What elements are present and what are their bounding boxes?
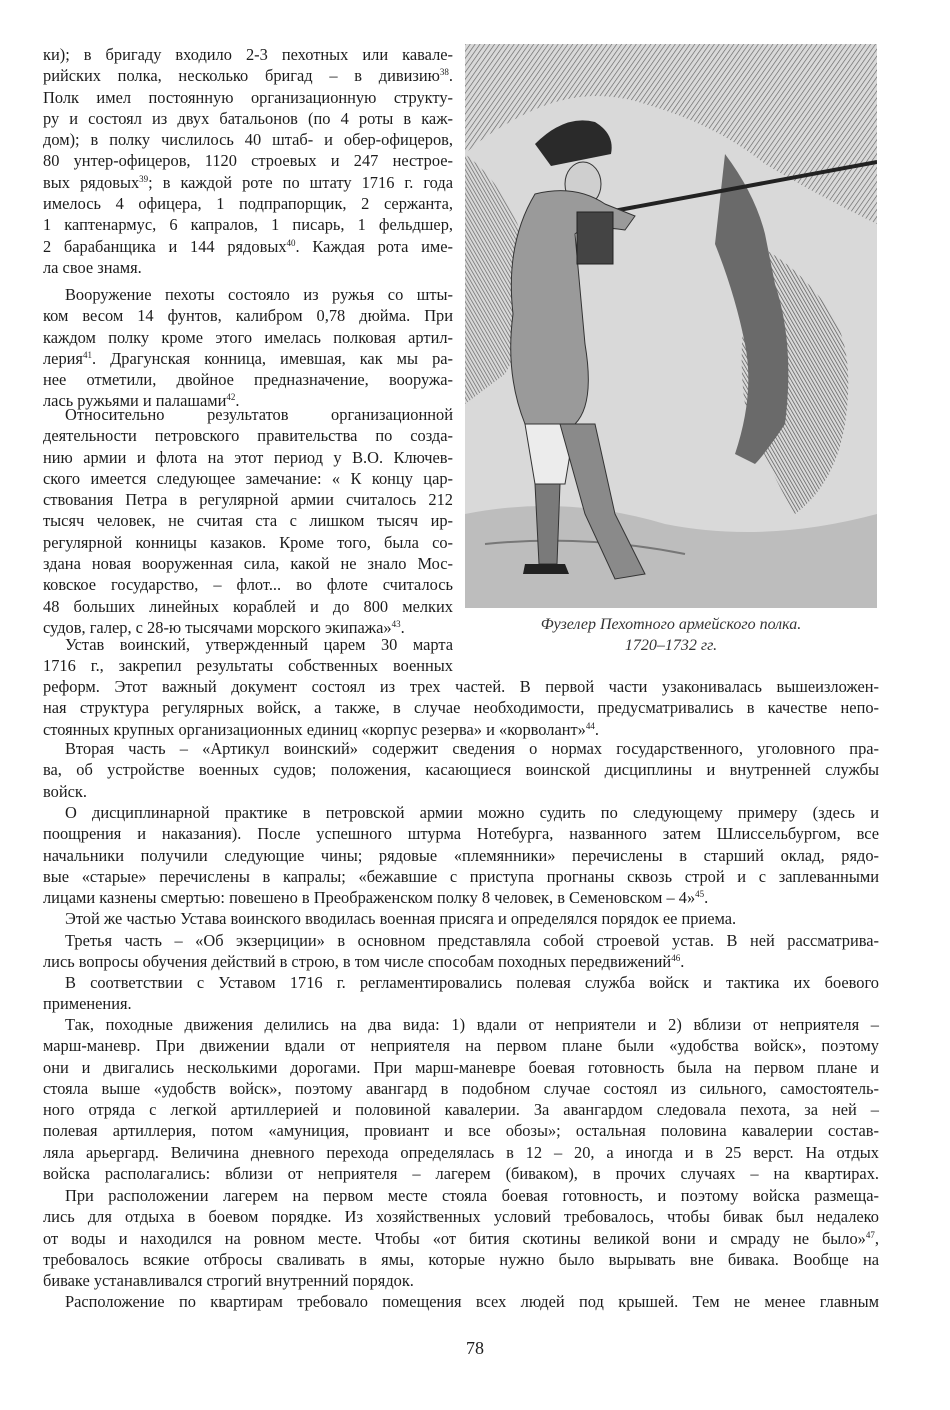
paragraph: Устав воинский, утвержденный царем 30 марта 1716 г., закрепил результаты собственных военных (43, 635, 453, 676)
footnote-ref: 43 (391, 618, 401, 629)
paragraph: Вооружение пехоты состояло из ружья со шты- ком весом 14 фунтов, калибром 0,78 дюйма. При каждом полку кроме этого имелась полковая артил- лерия$^{41}$. Драгунская конница, имевшая, как мы ра- нее отметили, двойное предназначение, вооружа- лась ружьями и палашами$^{42}$. (43, 285, 453, 411)
footnote-ref: 45 (695, 889, 705, 900)
paragraph: ки); в бригаду входило 2-3 пехотных или кавале- рийских полка, несколько бригад – в дивизию$^{38}$. Полк имел постоянную организационную структу- ру и состоял из двух батальонов (по 4 роты в каж- дом); в полку числилось 40 штаб- и обер-офицеров, 80 унтер-офицеров, 1120 строевых и 247 нестрое- вых рядовых$^{39}$; в каждой роте по штату 1716 г. года имелось 4 офицера, 1 подпрапорщик, 2 сержанта, 1 каптенармус, 6 капралов, 1 писарь, 1 фельдшер, 2 барабанщика и 144 рядовых$^{40}$. Каждая рота име- ла свое знамя. (43, 45, 454, 277)
footnote-ref: 38 (439, 67, 449, 78)
fusilier-engraving-icon (465, 44, 877, 608)
footnote-ref: 40 (286, 237, 296, 248)
paragraph: реформ. Этот важный документ состоял из трех частей. В первой части узаконивалась вышеизложен- ная структура регулярных войск, а также, в случае необходимости, предусматривались в качестве непо- стоянных крупных организационных единиц «корпус резерва» и «корволант»$^{44}$. (43, 677, 879, 739)
paragraph: Этой же частью Устава воинского вводилась военная присяга и определялся порядок ее приема. (65, 909, 737, 928)
footnote-ref: 44 (585, 720, 595, 731)
paragraph: О дисциплинарной практике в петровской армии можно судить по следующему примеру (здесь и поощрения и наказания). После успешного штурма Нотебурга, названного затем Шлиссельбургом, все начальники получили следующие чины; рядовые «племянники» перечислены в старший оклад, рядо- вые «старые» перечислены в капралы; «бежавшие с приступа прогнаны сквозь строй и с заплеванными лицами казнены смертью: повешено в Преображенском полку 8 человек, в Семеновском – 4»$^{45}$. (43, 803, 879, 908)
paragraph: При расположении лагерем на первом месте стояла боевая готовность, и поэтому войска размеща- лись для отдыха в боевом порядке. Из хозяйственных условий требовалось, чтобы бивак был недалеко от воды и находился на ровном месте. Чтобы «от бития скотины великой вони и смраду не было»$^{47}$, требовалось всякие отбросы сваливать в ямы, которые нужно было вырывать вне бивака. Вообще на биваке устанавливался строгий внутренний порядок. (43, 1186, 879, 1291)
paragraph: Так, походные движения делились на два вида: 1) вдали от неприятели и 2) вблизи от неприятеля – марш-маневр. При движении вдали от неприятеля на первом плане были «удобства войск», поэтому они и двигались несколькими дорогами. При марш-маневре боевая готовность была на первом плане и стояла выше «удобств войск», поэтому авангард в подобном случае состоял из сильного, самостоятель- ного отряда с легкой артиллерией и половиной кавалерии. За авангардом следовала пехота, за ней – полевая артиллерия, потом «амуниция, провиант и все обозы»; остальная половина кавалерии состав- ляла арьергард. Величина дневного перехода определялась в 12 – 20, а иногда и в 25 верст. На отдых войска располагались: вблизи от неприятеля – лагерем (биваком), в прочих случаях – на квартирах. (43, 1015, 879, 1184)
footnote-ref: 41 (82, 349, 92, 360)
footnote-ref: 46 (671, 953, 681, 964)
footnote-ref: 47 (865, 1229, 875, 1240)
paragraph: Третья часть – «Об экзерциции» в основном представляла собой строевой устав. В ней рассматрива- лись вопросы обучения действий в строю, в том числе способам походных передвижений$^{46}$. (43, 931, 879, 972)
paragraph: Расположение по квартирам требовало помещения всех людей под крышей. Тем не менее главным (65, 1292, 879, 1311)
paragraph: В соответствии с Уставом 1716 г. регламентировались полевая служба войск и тактика их боевого применения. (43, 973, 879, 1014)
footnote-ref: 39 (139, 173, 149, 184)
paragraph: Относительно результатов организационной деятельности петровского правительства по созда- нию армии и флота на этот период у В.О. Ключев- ского имеется следующее замечание: « К концу цар- ствования Петра в регулярной армии считалось 212 тысяч человек, не считая ста с лишком тысяч ир- регулярной конницы казаков. Кроме того, была со- здана новая вооруженная сила, какой не знало Мос- ковское государство, – флот... во флоте считалось 48 больших линейных кораблей и до 800 мелких судов, галер, с 28-ю тысячами морского экипажа»$^{43}$. (43, 405, 453, 637)
page-number: 78 (466, 1338, 484, 1358)
paragraph: Вторая часть – «Артикул воинский» содержит сведения о нормах государственного, уголовного пра- ва, об устройстве военных судов; положения, касающиеся воинской дисциплины и внутренней службы войск. (43, 739, 879, 801)
figure-caption: Фузелер Пехотного армейского полка. 1720–1732 гг. (540, 616, 802, 654)
footnote-ref: 42 (226, 392, 236, 403)
